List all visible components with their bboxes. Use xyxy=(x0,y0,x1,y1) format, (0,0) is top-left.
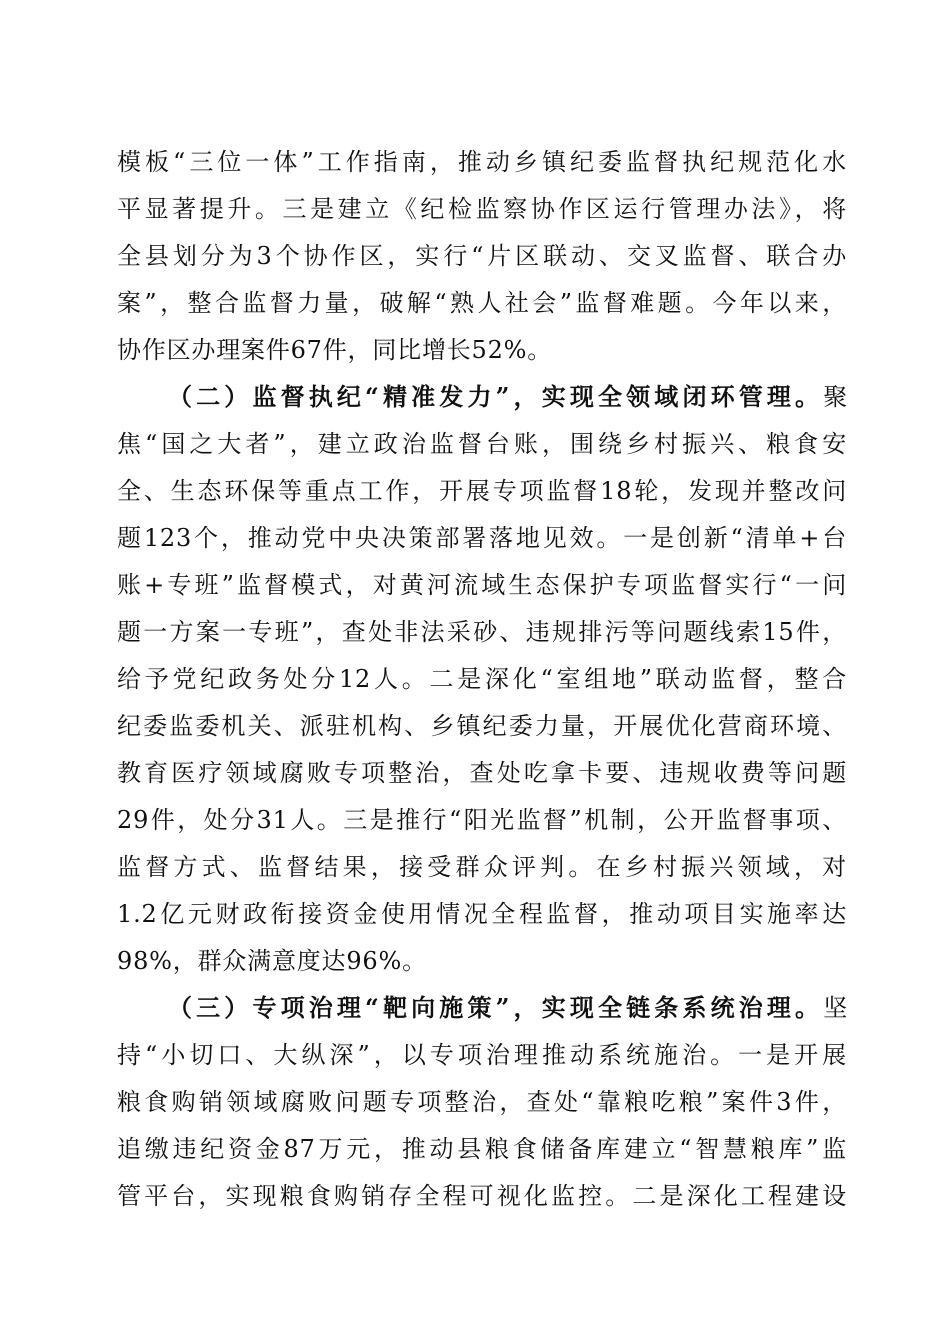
paragraph-3-line-5: 管平台，实现粮食购销存全程可视化监控。二是深化工程建设 xyxy=(117,1182,847,1210)
paragraph-3-heading-tail: 坚 xyxy=(823,994,848,1022)
paragraph-1-line-1: 模板“三位一体”工作指南，推动乡镇纪委监督执纪规范化水 xyxy=(117,148,847,176)
paragraph-2-line-9: 教育医疗领域腐败专项整治，查处吃拿卡要、违规收费等问题 xyxy=(117,759,847,787)
paragraph-1-line-4: 案”，整合监督力量，破解“熟人社会”监督难题。今年以来， xyxy=(117,289,847,317)
paragraph-2-line-12: 1.2亿元财政衔接资金使用情况全程监督，推动项目实施率达 xyxy=(117,900,847,928)
paragraph-2-line-5: 账+专班”监督模式，对黄河流域生态保护专项监督实行“一问 xyxy=(117,571,847,599)
paragraph-3-heading: （三）专项治理“靶向施策”，实现全链条系统治理。 xyxy=(168,993,824,1022)
paragraph-2-line-8: 纪委监委机关、派驻机构、乡镇纪委力量，开展优化营商环境、 xyxy=(117,712,847,740)
paragraph-2-line-2: 焦“国之大者”，建立政治监督台账，围绕乡村振兴、粮食安 xyxy=(117,430,847,458)
paragraph-2-line-3: 全、生态环保等重点工作，开展专项监督18轮，发现并整改问 xyxy=(117,477,847,505)
paragraph-3-line-3: 粮食购销领域腐败问题专项整治，查处“靠粮吃粮”案件3件， xyxy=(117,1088,847,1116)
paragraph-2-line-4: 题123个，推动党中央决策部署落地见效。一是创新“清单+台 xyxy=(117,524,847,552)
paragraph-2-heading-tail: 聚 xyxy=(823,383,848,411)
paragraph-2-heading: （二）监督执纪“精准发力”，实现全领域闭环管理。 xyxy=(168,382,824,411)
paragraph-3-line-2: 持“小切口、大纵深”，以专项治理推动系统施治。一是开展 xyxy=(117,1041,847,1069)
paragraph-2-line-13: 98%，群众满意度达96%。 xyxy=(117,947,427,975)
paragraph-1-line-3: 全县划分为3个协作区，实行“片区联动、交叉监督、联合办 xyxy=(117,242,847,270)
paragraph-3-first-line xyxy=(168,988,848,1028)
paragraph-2-line-6: 题一方案一专班”，查处非法采砂、违规排污等问题线索15件， xyxy=(117,618,847,646)
paragraph-2-line-10: 29件，处分31人。三是推行“阳光监督”机制，公开监督事项、 xyxy=(117,806,847,834)
paragraph-1-line-5: 协作区办理案件67件，同比增长52%。 xyxy=(117,336,553,364)
paragraph-2-line-7: 给予党纪政务处分12人。二是深化“室组地”联动监督，整合 xyxy=(117,665,847,693)
paragraph-2-line-11: 监督方式、监督结果，接受群众评判。在乡村振兴领域，对 xyxy=(117,853,847,881)
paragraph-2-first-line xyxy=(168,377,848,417)
paragraph-1-line-2: 平显著提升。三是建立《纪检监察协作区运行管理办法》，将 xyxy=(117,195,847,223)
paragraph-3-line-4: 追缴违纪资金87万元，推动县粮食储备库建立“智慧粮库”监 xyxy=(117,1135,847,1163)
